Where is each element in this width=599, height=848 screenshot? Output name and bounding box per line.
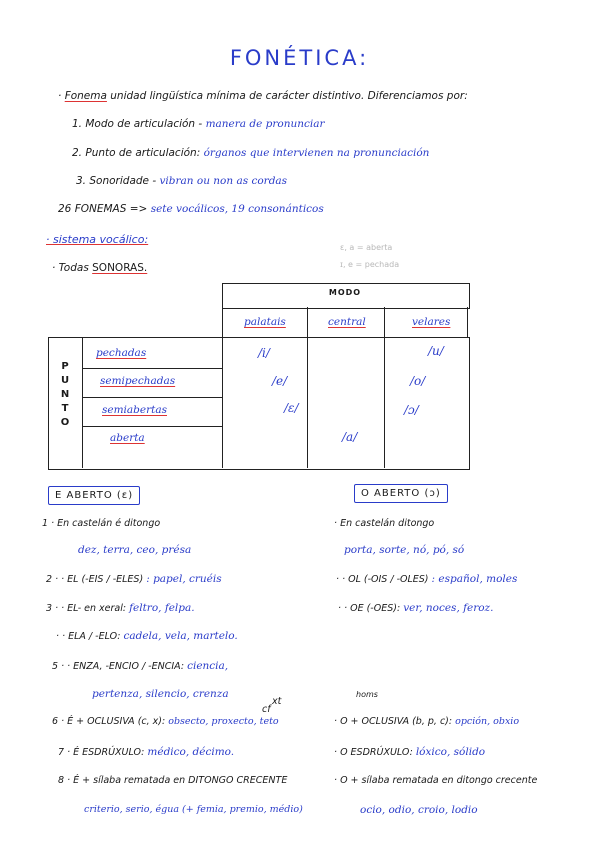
list-item <box>334 716 519 727</box>
punto-letter: N <box>60 389 70 400</box>
divider <box>222 307 223 468</box>
item-marker: · <box>334 518 338 529</box>
examples: porta, sorte, nó, pó, só <box>344 544 465 556</box>
vowel-a: /a/ <box>342 430 358 444</box>
list-item <box>334 746 485 758</box>
item-marker: 6 · <box>52 716 65 727</box>
examples: dez, terra, ceo, présa <box>78 544 192 556</box>
item-text: En castelán ditongo <box>340 518 435 529</box>
fonema-line <box>58 90 468 102</box>
todas-line <box>52 262 147 274</box>
fonema-term: Fonema <box>64 90 107 102</box>
item-text: O + sílaba rematada en ditongo crecente <box>340 775 538 786</box>
item-text: · EL (-EIS / -ELES) <box>61 574 144 585</box>
item-text: · ELA / -ELO: <box>62 631 121 642</box>
criterion-2 <box>72 147 429 159</box>
vowel-u: /u/ <box>428 344 444 358</box>
examples: pertenza, silencio, crenza <box>92 688 229 700</box>
todas-prefix: · Todas <box>52 262 89 274</box>
divider <box>82 337 83 468</box>
sistema-heading: · sistema vocálico: <box>46 233 149 246</box>
divider <box>82 426 222 427</box>
item-marker: 8 · <box>58 775 71 786</box>
examples: criterio, serio, égua (+ femia, premio, médio) <box>84 804 303 815</box>
fonemas-label: 26 FONEMAS => <box>58 203 148 215</box>
punto-letter: T <box>61 403 69 414</box>
criterion-number: 1. <box>72 118 83 130</box>
stray-mark-xt: xt <box>272 696 282 707</box>
list-item <box>46 602 195 614</box>
list-item <box>334 775 537 786</box>
row-label-semiabertas: semiabertas <box>102 404 167 416</box>
o-aberto-header: O ABERTO (ɔ) <box>354 484 448 503</box>
examples: : español, moles <box>431 573 518 585</box>
divider <box>82 397 222 398</box>
faint-note-1: ɛ, a = aberta <box>340 243 393 252</box>
list-item <box>338 602 493 614</box>
item-text: O ESDRÚXULO: <box>340 747 413 758</box>
list-item <box>46 573 222 585</box>
row-label-pechadas: pechadas <box>96 347 147 359</box>
examples: médico, décimo. <box>147 746 235 758</box>
list-item <box>334 518 434 529</box>
examples: feltro, felpa. <box>129 602 195 614</box>
item-text: É + OCLUSIVA (c, x): <box>67 716 166 727</box>
fonemas-desc: sete vocálicos, 19 consonánticos <box>150 203 324 215</box>
item-text: · OE (-OES): <box>344 603 401 614</box>
punto-letter: O <box>60 417 70 428</box>
punto-label <box>58 360 72 430</box>
vowel-o: /o/ <box>410 374 426 388</box>
list-item <box>58 775 287 786</box>
item-text: É + sílaba rematada en DITONGO CRECENTE <box>73 775 288 786</box>
item-marker: 2 · <box>46 574 59 585</box>
criterion-number: 3. <box>76 175 87 187</box>
vowel-e: /e/ <box>272 374 288 388</box>
examples: ocio, odio, croio, lodio <box>360 804 478 816</box>
criterion-label: Punto de articulación: <box>85 147 201 159</box>
criterion-number: 2. <box>72 147 83 159</box>
item-marker: · <box>338 603 342 614</box>
list-item <box>336 573 517 585</box>
punto-letter: P <box>61 361 69 372</box>
divider <box>384 307 385 468</box>
list-item <box>52 660 228 672</box>
list-item <box>42 518 160 529</box>
examples: cadela, vela, martelo. <box>123 630 238 642</box>
item-marker: · <box>56 631 60 642</box>
item-text: · EL- en xeral: <box>61 603 127 614</box>
examples: obsecto, proxecto, teto <box>168 716 279 727</box>
criterion-desc: manera de pronunciar <box>205 118 325 130</box>
stray-mark-cf: cf <box>262 704 271 715</box>
row-label-aberta: aberta <box>110 432 145 444</box>
vowel-open-o: /ɔ/ <box>404 403 419 417</box>
item-text: É ESDRÚXULO: <box>73 747 145 758</box>
fonema-definition: unidad lingüística mínima de carácter distintivo. Diferenciamos por: <box>110 90 468 102</box>
e-aberto-header: E ABERTO (ɛ) <box>48 486 140 505</box>
item-text: O + OCLUSIVA (b, p, c): <box>340 716 453 727</box>
todas-word: SONORAS. <box>92 262 148 274</box>
item-marker: · <box>334 747 338 758</box>
col-header-palatais: palatais <box>244 316 286 328</box>
item-marker: · <box>334 775 338 786</box>
examples: : papel, cruéis <box>146 573 222 585</box>
examples: opción, obxio <box>455 716 520 727</box>
vowel-open-e: /ɛ/ <box>284 401 299 415</box>
list-item <box>52 716 279 727</box>
criterion-1: 1. Modo de articulación - manera de pronunciar <box>72 118 325 130</box>
criterion-desc: vibran ou non as cordas <box>159 175 288 187</box>
item-marker: · <box>334 716 338 727</box>
divider <box>82 368 222 369</box>
item-marker: 5 · <box>52 661 65 672</box>
modo-header: MODO <box>328 288 362 297</box>
row-label-semipechadas: semipechadas <box>100 375 176 387</box>
criterion-label: Sonoridade <box>89 175 150 187</box>
col-header-velares: velares <box>412 316 451 328</box>
vowel-i: /i/ <box>258 346 270 360</box>
criterion-desc: órganos que intervienen na pronunciación <box>203 147 430 159</box>
fonemas-line <box>58 203 324 215</box>
item-text: En castelán é ditongo <box>57 518 161 529</box>
col-header-central: central <box>328 316 366 328</box>
item-text: · OL (-OIS / -OLES) <box>342 574 429 585</box>
punto-letter: U <box>60 375 70 386</box>
item-marker: · <box>336 574 340 585</box>
criterion-3: 3. Sonoridade - vibran ou non as cordas <box>76 175 288 187</box>
examples: ciencia, <box>187 660 229 672</box>
examples: lóxico, sólido <box>415 746 486 758</box>
item-marker: 3 · <box>46 603 59 614</box>
page-title: FONÉTICA: <box>229 46 370 70</box>
criterion-label: Modo de articulación <box>85 118 196 130</box>
list-item <box>56 630 238 642</box>
item-marker: 7 · <box>58 747 71 758</box>
examples: ver, noces, feroz. <box>403 602 494 614</box>
divider <box>307 307 308 468</box>
list-item <box>58 746 234 758</box>
faint-note-2: ɪ, e = pechada <box>340 260 400 269</box>
note-homs: homs <box>356 690 378 699</box>
item-text: · ENZA, -ENCIO / -ENCIA: <box>67 661 185 672</box>
divider <box>467 307 468 337</box>
item-marker: 1 · <box>42 518 55 529</box>
bullet: · <box>58 90 62 102</box>
